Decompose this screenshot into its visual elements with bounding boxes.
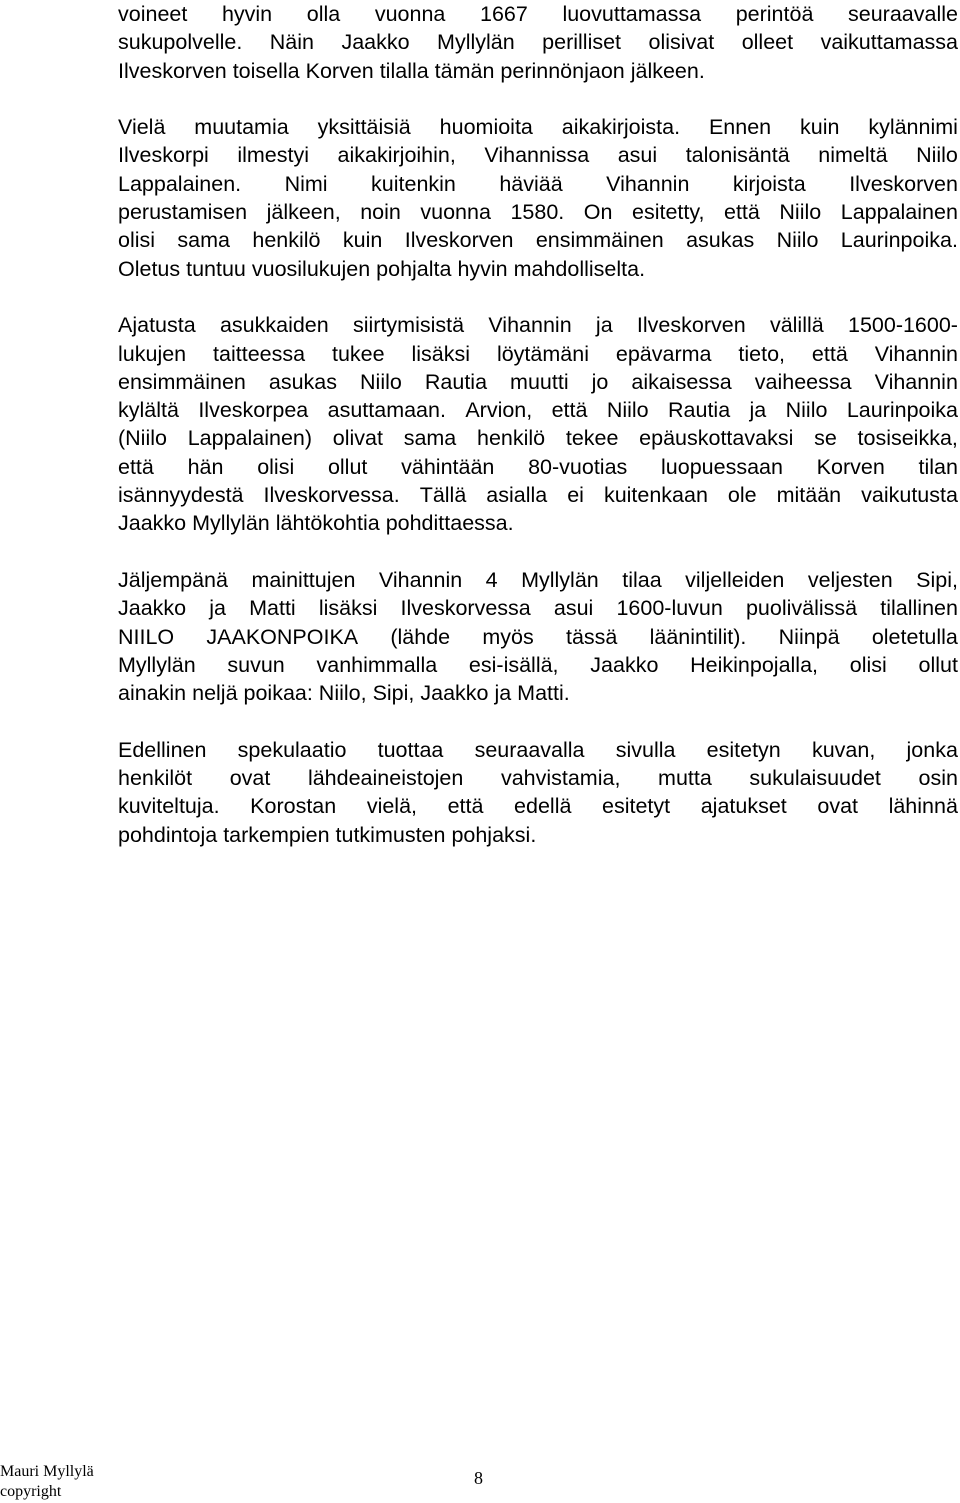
- word: Heikinpojalla,: [690, 652, 819, 677]
- word: seuraavalla: [474, 737, 585, 762]
- word: Lappalainen: [840, 200, 958, 225]
- word: puolivälissä: [745, 596, 858, 621]
- word: välillä: [769, 313, 824, 338]
- word: perintöä: [735, 2, 814, 26]
- word: Vihannin: [606, 171, 690, 196]
- footer-author: Mauri Myllylä: [0, 1463, 94, 1480]
- word: Niilo: [785, 398, 828, 423]
- word: vahvistamia,: [500, 766, 621, 791]
- word: läänintilit).: [649, 624, 747, 649]
- word: Korostan: [250, 794, 337, 819]
- word: ja: [595, 313, 613, 338]
- paragraph: [118, 0, 958, 85]
- document-page: [118, 0, 958, 849]
- word: Ilveskorvessa.: [263, 483, 400, 508]
- word: ei: [567, 483, 584, 508]
- text-line: Jaakko Myllylän lähtökohtia pohdittaessa.: [118, 511, 514, 536]
- text-line: [118, 340, 958, 368]
- word: muutti: [510, 369, 569, 394]
- word: aikakirjoihin,: [337, 143, 456, 168]
- word: Jäljempänä: [118, 567, 228, 592]
- footer-author-block: [0, 1462, 94, 1502]
- word: Rautia: [668, 398, 731, 423]
- word: perilliset: [542, 30, 622, 55]
- word: Myllylän: [521, 567, 599, 592]
- text-line: [118, 566, 958, 594]
- word: NIILO: [118, 624, 175, 649]
- word: vähintään: [401, 454, 495, 479]
- text-line: [118, 736, 958, 764]
- word: On: [583, 200, 613, 225]
- word: luopuessaan: [661, 454, 783, 479]
- word: olisi: [257, 454, 295, 479]
- word: häviää: [499, 171, 563, 196]
- word: viljelleiden: [685, 567, 785, 592]
- word: siirtymisistä: [353, 313, 465, 338]
- word: sivulla: [615, 737, 676, 762]
- text-line: [118, 764, 958, 792]
- word: Vihannin: [488, 313, 572, 338]
- word: olivat: [332, 426, 383, 451]
- word: nimeltä: [818, 143, 888, 168]
- word: jo: [591, 369, 609, 394]
- word: mitään: [776, 483, 842, 508]
- word: että: [118, 454, 154, 479]
- text-line: Oletus tuntuu vuosilukujen pohjalta hyvin mahdolliselta.: [118, 256, 646, 281]
- word: asui: [553, 596, 594, 621]
- word: Ilveskorvessa: [400, 596, 531, 621]
- word: Rautia: [424, 369, 488, 394]
- word: asukas: [268, 369, 338, 394]
- word: Vihannissa: [484, 143, 590, 168]
- word: Ennen: [708, 115, 772, 140]
- word: se: [814, 426, 837, 451]
- text-line: [118, 481, 958, 509]
- word: sukulaisuudet: [749, 766, 881, 791]
- word: Edellinen: [118, 737, 207, 762]
- word: ovat: [817, 794, 858, 819]
- word: ensimmäinen: [118, 369, 246, 394]
- paragraph-gap: [118, 707, 958, 735]
- word: mutta: [658, 766, 712, 791]
- word: tilan: [918, 454, 958, 479]
- word: muutamia: [194, 115, 289, 140]
- text-line: [118, 311, 958, 339]
- word: Myllylän: [437, 30, 515, 55]
- word: Arvion,: [465, 398, 533, 423]
- word: Ilveskorven: [849, 171, 958, 196]
- word: lukujen: [118, 341, 187, 366]
- word: Ajatusta: [118, 313, 196, 338]
- word: taitteessa: [213, 341, 306, 366]
- word: isännyydestä: [118, 483, 244, 508]
- word: kylännimi: [868, 115, 958, 140]
- word: henkilöt: [118, 766, 193, 791]
- word: vielä,: [366, 794, 418, 819]
- word: ja: [209, 596, 226, 621]
- word: myös: [482, 624, 534, 649]
- word: ole: [727, 483, 757, 508]
- text-line: [118, 0, 958, 28]
- word: tieto,: [738, 341, 786, 366]
- word: tekee: [565, 426, 619, 451]
- word: esi-isällä,: [468, 652, 559, 677]
- word: tukee: [331, 341, 385, 366]
- word: perustamisen: [118, 200, 248, 225]
- text-line: [118, 594, 958, 622]
- word: oletetulla: [871, 624, 958, 649]
- word: kuitenkin: [371, 171, 456, 196]
- word: hyvin: [221, 2, 273, 26]
- word: ovat: [229, 766, 271, 791]
- word: Niilo: [360, 369, 402, 394]
- word: 1600-luvun: [616, 596, 723, 621]
- word: kuviteltuja.: [118, 794, 220, 819]
- text-line: pohdintoja tarkempien tutkimusten pohjaksi.: [118, 822, 537, 847]
- word: olla: [306, 2, 341, 26]
- word: lähdeaineistojen: [307, 766, 464, 791]
- paragraph-gap: [118, 85, 958, 113]
- word: Vihannin: [874, 341, 958, 366]
- word: Niinpä: [778, 624, 840, 649]
- word: huomioita: [439, 115, 533, 140]
- word: kirjoista: [732, 171, 806, 196]
- text-line: [118, 141, 958, 169]
- word: vanhimmalla: [316, 652, 438, 677]
- body-text: [118, 0, 958, 849]
- paragraph: [118, 566, 958, 707]
- page-number: 8: [474, 1468, 483, 1488]
- word: asialla: [486, 483, 548, 508]
- word: löytämäni: [496, 341, 589, 366]
- text-line: [118, 792, 958, 820]
- word: Korven: [816, 454, 885, 479]
- word: henkilö: [252, 228, 321, 253]
- word: 1580.: [510, 200, 565, 225]
- word: esitetyt: [602, 794, 671, 819]
- word: ensimmäinen: [535, 228, 664, 253]
- footer-copyright: copyright: [0, 1483, 62, 1500]
- word: Laurinpoika.: [840, 228, 958, 253]
- word: sukupolvelle.: [118, 30, 243, 55]
- word: hän: [187, 454, 224, 479]
- word: Vielä: [118, 115, 166, 140]
- word: 1667: [480, 2, 528, 26]
- word: Niilo: [916, 143, 958, 168]
- word: olisi: [118, 228, 156, 253]
- text-line: [118, 226, 958, 254]
- word: että: [551, 398, 588, 423]
- text-line: [118, 623, 958, 651]
- word: yksittäisiä: [317, 115, 411, 140]
- word: suvun: [227, 652, 285, 677]
- word: 1500-1600-: [847, 313, 958, 338]
- word: ilmestyi: [237, 143, 310, 168]
- word: Lappalainen): [187, 426, 313, 451]
- word: Nimi: [284, 171, 328, 196]
- word: ollut: [918, 652, 958, 677]
- word: osin: [918, 766, 958, 791]
- text-line: [118, 198, 958, 226]
- word: epävarma: [615, 341, 712, 366]
- word: Vihannin: [378, 567, 463, 592]
- word: kuin: [342, 228, 383, 253]
- word: (Niilo: [118, 426, 167, 451]
- word: aikakirjoista.: [561, 115, 681, 140]
- text-line: [118, 113, 958, 141]
- word: luovuttamassa: [562, 2, 702, 26]
- word: ollut: [327, 454, 368, 479]
- word: voineet: [118, 2, 188, 26]
- word: olisivat: [648, 30, 715, 55]
- word: Jaakko: [341, 30, 410, 55]
- text-line: [118, 651, 958, 679]
- word: Lappalainen.: [118, 171, 242, 196]
- word: Niilo: [776, 228, 819, 253]
- word: Jaakko: [118, 596, 187, 621]
- word: noin: [360, 200, 401, 225]
- word: 80-vuotias: [528, 454, 628, 479]
- word: Niilo: [779, 200, 822, 225]
- word: tilallinen: [880, 596, 958, 621]
- word: asukkaiden: [219, 313, 329, 338]
- word: talonisäntä: [685, 143, 790, 168]
- word: vuonna: [374, 2, 446, 26]
- word: lähinnä: [888, 794, 958, 819]
- text-line: ainakin neljä poikaa: Niilo, Sipi, Jaakko ja Matti.: [118, 681, 570, 706]
- word: aikaisessa: [631, 369, 732, 394]
- word: Vihannin: [874, 369, 958, 394]
- paragraph: [118, 113, 958, 283]
- word: epäuskottavaksi: [639, 426, 794, 451]
- word: tilaa: [622, 567, 662, 592]
- text-line: Ilveskorven toisella Korven tilalla tämän perinnönjaon jälkeen.: [118, 58, 705, 83]
- word: spekulaatio: [237, 737, 347, 762]
- word: jonka: [906, 737, 958, 762]
- word: Ilveskorven: [636, 313, 746, 338]
- word: jälkeen,: [266, 200, 341, 225]
- word: Näin: [269, 30, 314, 55]
- word: kuitenkaan: [603, 483, 708, 508]
- word: seuraavalle: [848, 2, 958, 26]
- word: että: [811, 341, 848, 366]
- word: kuvan,: [811, 737, 876, 762]
- word: 4: [485, 567, 498, 592]
- word: lisäksi: [318, 596, 378, 621]
- word: asukas: [686, 228, 755, 253]
- word: olisi: [849, 652, 887, 677]
- word: ajatukset: [700, 794, 787, 819]
- word: Ilveskorven: [404, 228, 514, 253]
- word: Myllylän: [118, 652, 196, 677]
- paragraph: [118, 736, 958, 849]
- word: esitetty,: [631, 200, 705, 225]
- paragraph: [118, 311, 958, 537]
- word: henkilö: [476, 426, 546, 451]
- word: Sipi,: [916, 567, 958, 592]
- word: että: [724, 200, 760, 225]
- word: että: [447, 794, 484, 819]
- word: Jaakko: [590, 652, 659, 677]
- word: veljesten: [807, 567, 893, 592]
- word: Ilveskorpi: [118, 143, 209, 168]
- word: asuttamaan.: [327, 398, 446, 423]
- paragraph-gap: [118, 283, 958, 311]
- text-line: [118, 170, 958, 198]
- word: tuottaa: [377, 737, 444, 762]
- word: Laurinpoika: [846, 398, 958, 423]
- word: sama: [403, 426, 457, 451]
- word: kuin: [799, 115, 840, 140]
- word: sama: [177, 228, 230, 253]
- word: asui: [617, 143, 658, 168]
- text-line: [118, 368, 958, 396]
- word: Ilveskorpea: [198, 398, 309, 423]
- word: tässä: [565, 624, 618, 649]
- word: vaikutusta: [861, 483, 958, 508]
- word: (lähde: [390, 624, 451, 649]
- word: kylältä: [118, 398, 179, 423]
- text-line: [118, 396, 958, 424]
- word: Tällä: [419, 483, 467, 508]
- word: olleet: [741, 30, 794, 55]
- paragraph-gap: [118, 538, 958, 566]
- text-line: [118, 453, 958, 481]
- word: vaiheessa: [754, 369, 852, 394]
- word: Niilo: [606, 398, 649, 423]
- word: mainittujen: [251, 567, 356, 592]
- word: edellä: [514, 794, 572, 819]
- word: vuonna: [420, 200, 491, 225]
- word: vaikuttamassa: [820, 30, 958, 55]
- word: tosiseikka,: [857, 426, 958, 451]
- word: esitetyn: [706, 737, 781, 762]
- text-line: [118, 424, 958, 452]
- word: Matti: [249, 596, 296, 621]
- word: JAAKONPOIKA: [206, 624, 359, 649]
- word: lisäksi: [411, 341, 471, 366]
- text-line: [118, 28, 958, 56]
- word: ja: [749, 398, 767, 423]
